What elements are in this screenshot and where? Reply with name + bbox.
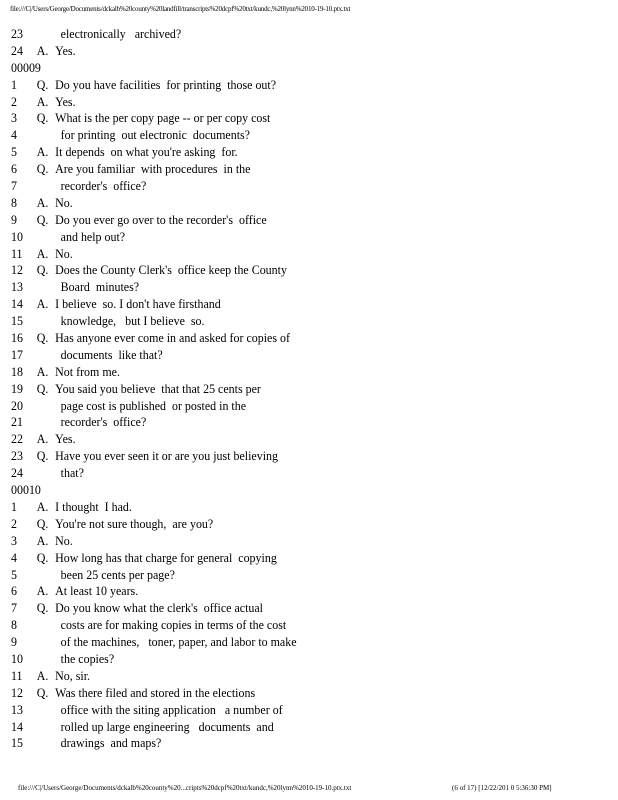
transcript-line bbox=[11, 398, 554, 415]
line-number: 7 bbox=[11, 178, 17, 194]
speaker-label: Q. bbox=[36, 549, 49, 565]
line-number: 2 bbox=[11, 515, 17, 531]
line-number: 5 bbox=[11, 566, 17, 582]
line-number: 8 bbox=[11, 194, 17, 210]
transcript-line bbox=[11, 347, 554, 364]
line-number: 7 bbox=[11, 600, 17, 616]
line-number: 1 bbox=[11, 498, 17, 514]
line-text: Yes. bbox=[55, 431, 76, 447]
line-number: 23 bbox=[11, 448, 23, 464]
line-text: Yes. bbox=[55, 93, 76, 109]
page-number-marker: 00009 bbox=[11, 59, 41, 75]
line-text: office with the siting application a number of bbox=[60, 701, 283, 717]
line-number: 5 bbox=[11, 144, 17, 160]
transcript-line bbox=[11, 178, 554, 195]
speaker-label: Q. bbox=[36, 161, 49, 177]
transcript-line bbox=[11, 414, 554, 431]
line-text: What is the per copy page -- or per copy cost bbox=[55, 110, 271, 126]
line-text: rolled up large engineering documents and bbox=[60, 718, 274, 734]
transcript-line bbox=[11, 465, 554, 482]
line-number: 6 bbox=[11, 161, 17, 177]
line-text: electronically archived? bbox=[60, 26, 182, 41]
speaker-label: A. bbox=[36, 245, 49, 261]
line-text: Have you ever seen it or are you just believing bbox=[55, 448, 279, 464]
file-path-header: file:///C|/Users/George/Documents/dckalb%20county%20landfill/transcripts%20dcpf%20txt/kundc,%20lynn%2010-19-10.ptx.txt bbox=[10, 5, 351, 13]
transcript-line bbox=[11, 702, 554, 719]
transcript-line bbox=[11, 516, 554, 533]
speaker-label: Q. bbox=[36, 330, 49, 346]
transcript-line bbox=[11, 43, 554, 60]
line-text: recorder's office? bbox=[60, 414, 147, 430]
line-number: 6 bbox=[11, 583, 17, 599]
transcript-line bbox=[11, 685, 554, 702]
line-text: the copies? bbox=[60, 650, 115, 666]
line-number: 24 bbox=[11, 465, 23, 481]
line-text: Do you ever go over to the recorder's office bbox=[55, 211, 267, 227]
transcript-line bbox=[11, 161, 554, 178]
line-number: 13 bbox=[11, 701, 23, 717]
line-number: 10 bbox=[11, 228, 23, 244]
transcript-line bbox=[11, 448, 554, 465]
line-text: drawings and maps? bbox=[60, 735, 162, 751]
transcript-line bbox=[11, 246, 554, 263]
transcript-line bbox=[11, 144, 554, 161]
page-number-marker: 00010 bbox=[11, 482, 41, 498]
transcript-line bbox=[11, 668, 554, 685]
line-text: It depends on what you're asking for. bbox=[55, 144, 238, 160]
transcript-line bbox=[11, 212, 554, 229]
speaker-label: Q. bbox=[36, 448, 49, 464]
transcript-line bbox=[11, 229, 554, 246]
line-number: 9 bbox=[11, 634, 17, 650]
line-number: 18 bbox=[11, 363, 23, 379]
line-number: 23 bbox=[11, 26, 23, 41]
line-number: 16 bbox=[11, 330, 23, 346]
transcript-line bbox=[11, 110, 554, 127]
speaker-label: A. bbox=[36, 194, 49, 210]
transcript-line bbox=[11, 381, 554, 398]
transcript-line bbox=[11, 651, 554, 668]
line-number: 14 bbox=[11, 296, 23, 312]
line-text: How long has that charge for general copying bbox=[55, 549, 277, 565]
transcript-line bbox=[11, 127, 554, 144]
transcript-line bbox=[11, 600, 554, 617]
transcript-line bbox=[11, 735, 554, 752]
line-number: 20 bbox=[11, 397, 23, 413]
line-number: 3 bbox=[11, 110, 17, 126]
page-info-footer: (6 of 17) [12/22/201 0 5:36:30 PM] bbox=[452, 784, 552, 792]
transcript-line bbox=[11, 330, 554, 347]
line-number: 17 bbox=[11, 346, 23, 362]
line-text: page cost is published or posted in the bbox=[60, 397, 247, 413]
transcript-line bbox=[11, 617, 554, 634]
transcript-line bbox=[11, 431, 554, 448]
line-text: and help out? bbox=[60, 228, 126, 244]
speaker-label: A. bbox=[36, 144, 49, 160]
speaker-label: Q. bbox=[36, 76, 49, 92]
line-text: I believe so. I don't have firsthand bbox=[55, 296, 221, 312]
line-number: 21 bbox=[11, 414, 23, 430]
transcript-line bbox=[11, 195, 554, 212]
line-number: 19 bbox=[11, 380, 23, 396]
line-text: for printing out electronic documents? bbox=[60, 127, 250, 143]
line-number: 4 bbox=[11, 127, 17, 143]
line-text: that? bbox=[60, 465, 84, 481]
speaker-label: Q. bbox=[36, 380, 49, 396]
speaker-label: A. bbox=[36, 296, 49, 312]
line-number: 3 bbox=[11, 532, 17, 548]
speaker-label: A. bbox=[36, 363, 49, 379]
transcript-line bbox=[11, 634, 554, 651]
line-number: 10 bbox=[11, 650, 23, 666]
line-text: You're not sure though, are you? bbox=[55, 515, 214, 531]
line-number: 9 bbox=[11, 211, 17, 227]
speaker-label: A. bbox=[36, 498, 49, 514]
speaker-label: A. bbox=[36, 667, 49, 683]
speaker-label: A. bbox=[36, 431, 49, 447]
transcript-line bbox=[11, 719, 554, 736]
line-text: I thought I had. bbox=[55, 498, 132, 514]
transcript-line bbox=[11, 567, 554, 584]
line-text: No. bbox=[55, 194, 73, 210]
line-number: 1 bbox=[11, 76, 17, 92]
transcript-line bbox=[11, 313, 554, 330]
speaker-label: A. bbox=[36, 532, 49, 548]
line-text: been 25 cents per page? bbox=[60, 566, 175, 582]
speaker-label: A. bbox=[36, 93, 49, 109]
transcript-line bbox=[11, 262, 554, 279]
transcript-line bbox=[11, 94, 554, 111]
speaker-label: A. bbox=[36, 583, 49, 599]
line-number: 2 bbox=[11, 93, 17, 109]
line-number: 12 bbox=[11, 684, 23, 700]
line-number: 11 bbox=[11, 245, 23, 261]
transcript-line bbox=[11, 279, 554, 296]
line-number: 13 bbox=[11, 279, 23, 295]
speaker-label: Q. bbox=[36, 515, 49, 531]
transcript-line bbox=[11, 26, 554, 43]
speaker-label: Q. bbox=[36, 262, 49, 278]
speaker-label: Q. bbox=[36, 600, 49, 616]
line-text: Are you familiar with procedures in the bbox=[55, 161, 251, 177]
line-text: At least 10 years. bbox=[55, 583, 139, 599]
line-text: Do you know what the clerk's office actual bbox=[55, 600, 264, 616]
line-text: No, sir. bbox=[55, 667, 91, 683]
line-text: Has anyone ever come in and asked for copies of bbox=[55, 330, 290, 346]
line-text: Do you have facilities for printing those out? bbox=[55, 76, 277, 92]
transcript-line bbox=[11, 364, 554, 381]
line-text: documents like that? bbox=[60, 346, 163, 362]
line-text: recorder's office? bbox=[60, 178, 147, 194]
line-text: knowledge, but I believe so. bbox=[60, 313, 205, 329]
speaker-label: Q. bbox=[36, 110, 49, 126]
transcript-line bbox=[11, 533, 554, 550]
line-number: 4 bbox=[11, 549, 17, 565]
transcript-line bbox=[11, 550, 554, 567]
file-path-footer: file:///C|/Users/George/Documents/dckalb%20county%20...cripts%20dcpf%20txt/kundc,%20lynn%2010-19-10.ptx.txt bbox=[18, 784, 352, 792]
line-text: Not from me. bbox=[55, 363, 120, 379]
speaker-label: Q. bbox=[36, 211, 49, 227]
line-text: You said you believe that that 25 cents per bbox=[55, 380, 261, 396]
line-text: No. bbox=[55, 245, 73, 261]
line-text: of the machines, toner, paper, and labor to make bbox=[60, 634, 297, 650]
transcript-body bbox=[11, 26, 601, 752]
line-number: 15 bbox=[11, 313, 23, 329]
line-number: 8 bbox=[11, 617, 17, 633]
transcript-line bbox=[11, 77, 554, 94]
line-text: Was there filed and stored in the elections bbox=[55, 684, 256, 700]
line-text: No. bbox=[55, 532, 73, 548]
speaker-label: A. bbox=[36, 42, 49, 58]
transcript-line bbox=[11, 296, 554, 313]
speaker-label: Q. bbox=[36, 684, 49, 700]
line-text: Board minutes? bbox=[60, 279, 140, 295]
line-number: 11 bbox=[11, 667, 23, 683]
line-number: 12 bbox=[11, 262, 23, 278]
line-number: 14 bbox=[11, 718, 23, 734]
transcript-line bbox=[11, 583, 554, 600]
line-number: 15 bbox=[11, 735, 23, 751]
line-number: 22 bbox=[11, 431, 23, 447]
transcript-line bbox=[11, 499, 554, 516]
line-text: costs are for making copies in terms of the cost bbox=[60, 617, 287, 633]
line-number: 24 bbox=[11, 42, 23, 58]
line-text: Does the County Clerk's office keep the County bbox=[55, 262, 287, 278]
line-text: Yes. bbox=[55, 42, 76, 58]
